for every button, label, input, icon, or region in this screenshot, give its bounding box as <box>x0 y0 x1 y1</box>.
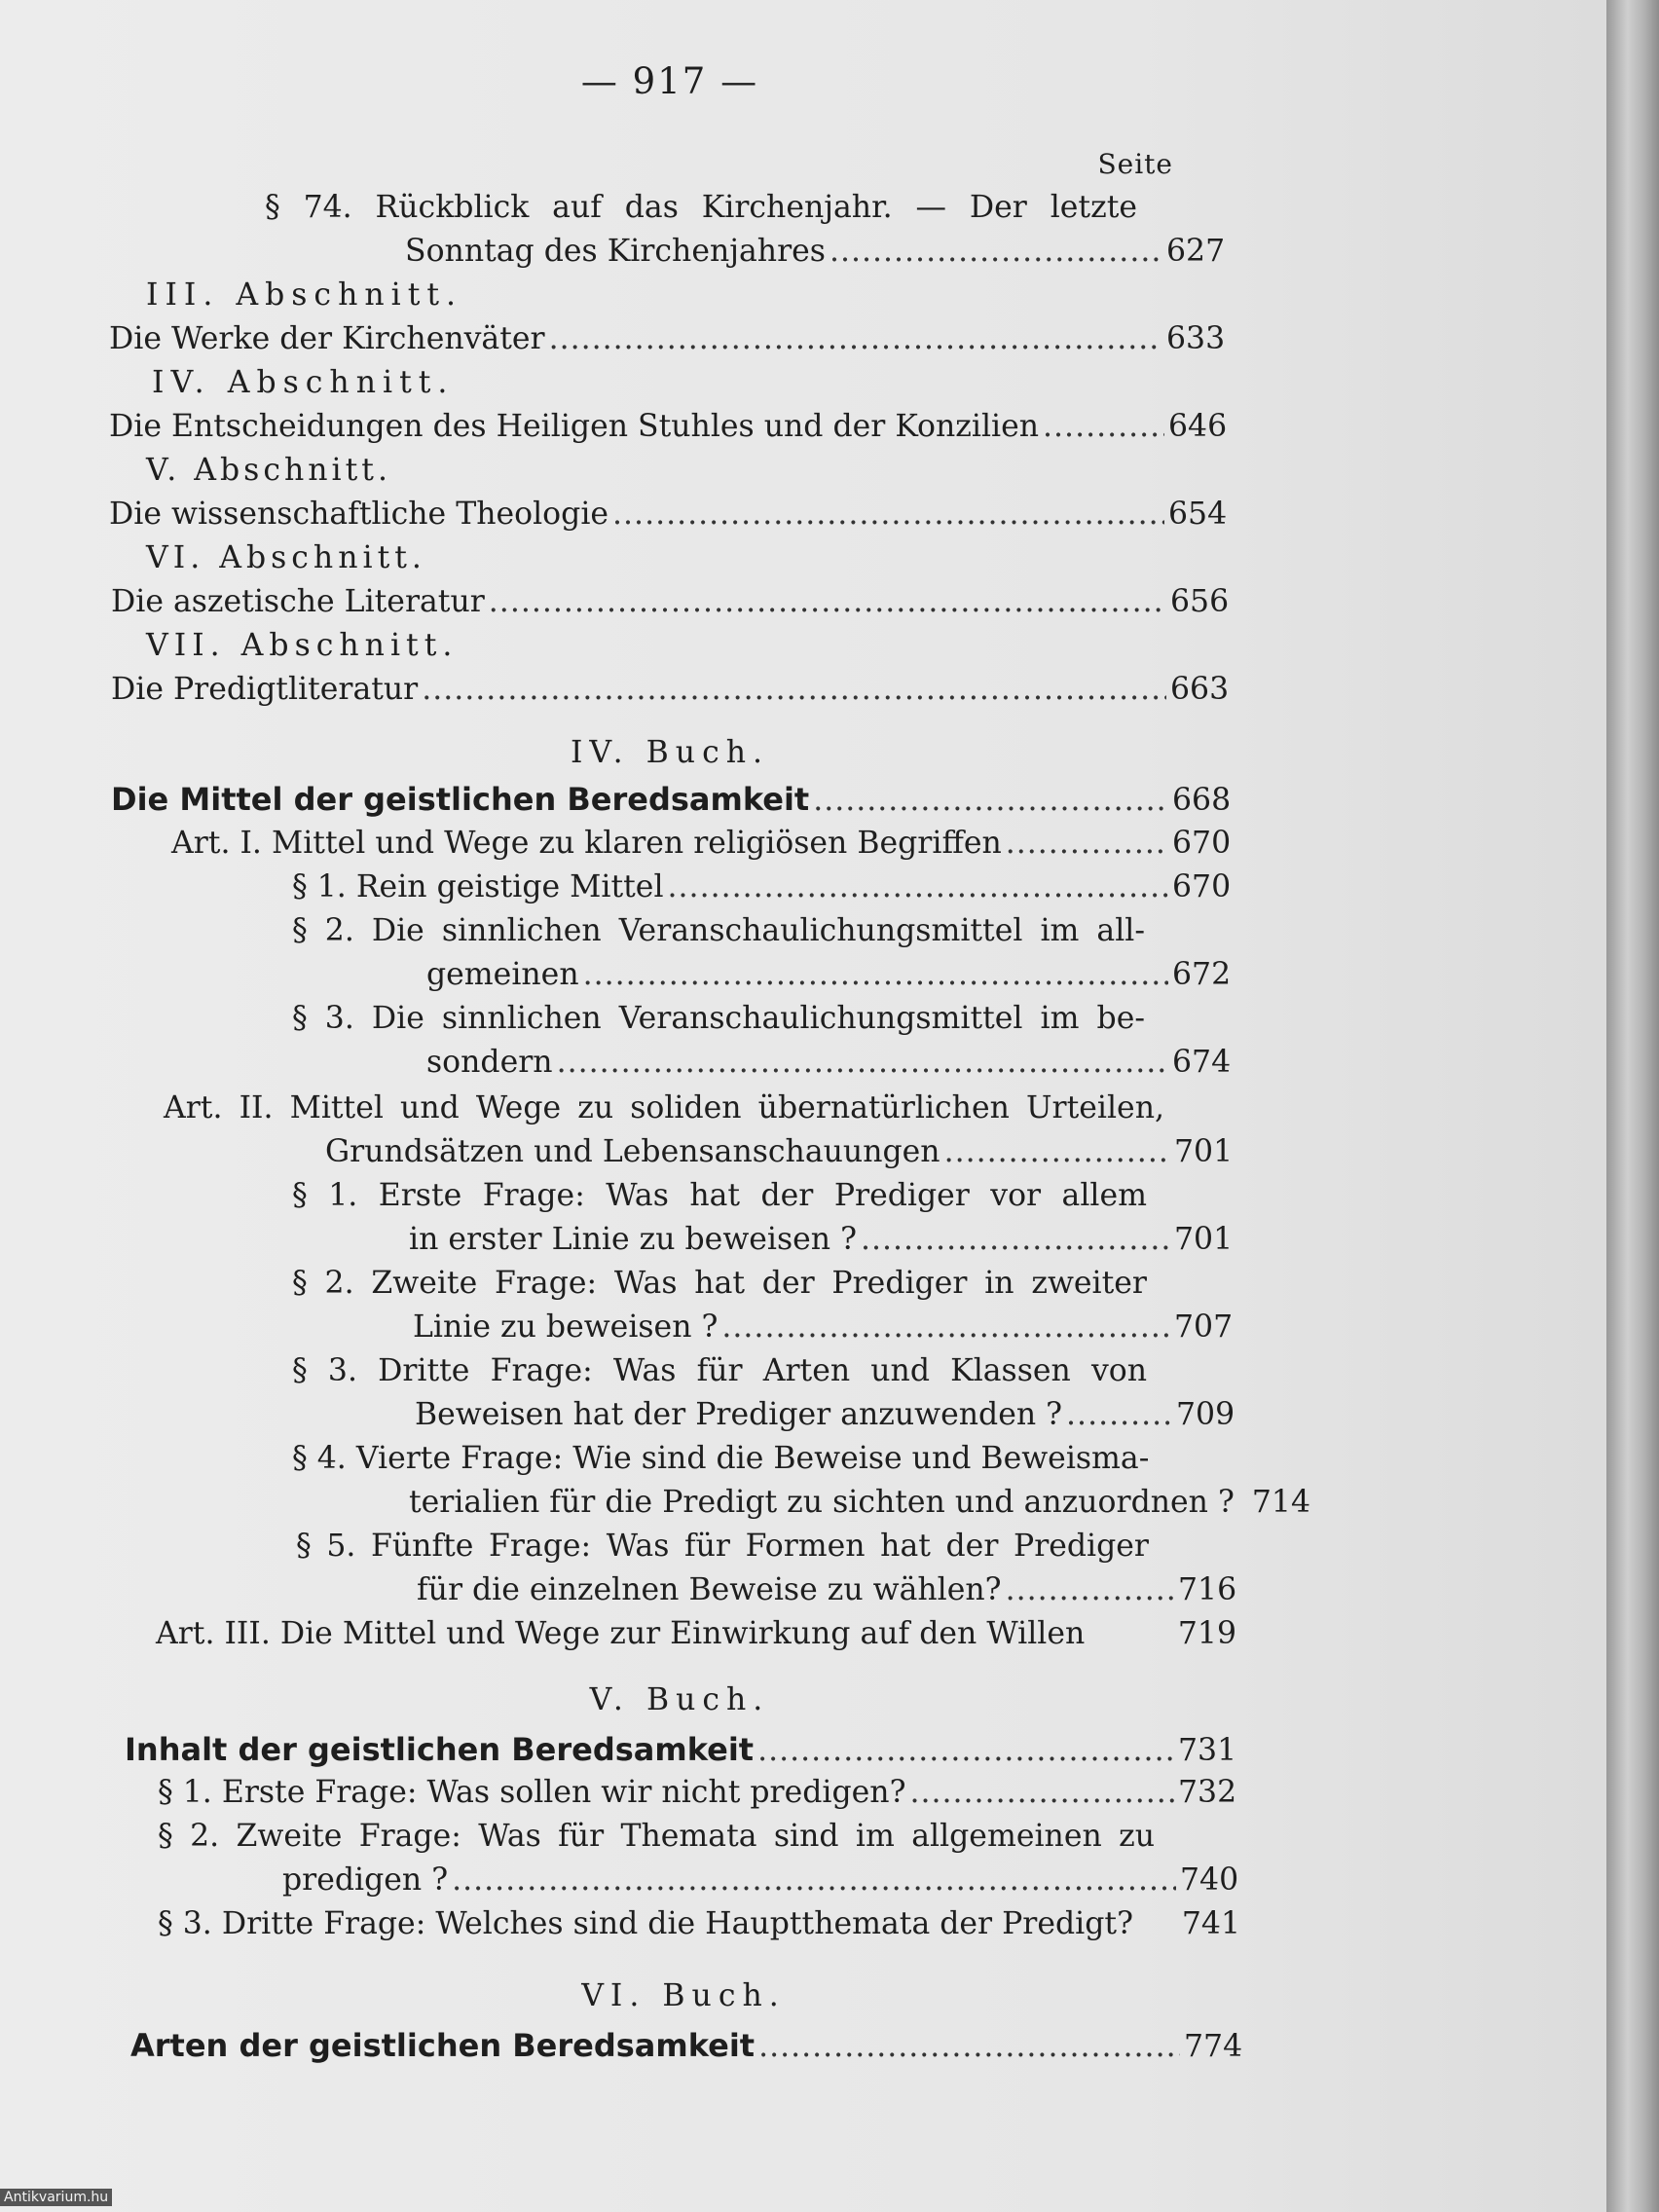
toc-page: 674 <box>1172 1045 1232 1080</box>
toc-a2s3 <box>415 1397 1235 1432</box>
toc-title: sondern <box>426 1045 553 1080</box>
toc-title: in erster Linie zu beweisen ? <box>409 1222 857 1257</box>
toc-a1s2 <box>426 957 1231 992</box>
toc-page: 716 <box>1178 1572 1237 1607</box>
toc-title: Die Entscheidungen des Heiligen Stuhles und der Konzilien <box>109 409 1040 444</box>
toc-title: § 1. Erste Frage: Was sollen wir nicht predigen? <box>158 1775 906 1810</box>
toc-art2-line1: Art. II. Mittel und Wege zu soliden übernatürlichen Urteilen, <box>164 1090 1164 1125</box>
toc-art3 <box>156 1616 1236 1651</box>
toc-page: 709 <box>1176 1397 1235 1432</box>
toc-a2s1-line1: § 1. Erste Frage: Was hat der Prediger vor allem <box>292 1178 1147 1213</box>
toc-s74 <box>405 234 1225 269</box>
toc-ab3 <box>109 321 1225 356</box>
toc-ab4 <box>109 409 1227 444</box>
toc-title: Die Werke der Kirchenväter <box>109 321 545 356</box>
toc-title: Art. I. Mittel und Wege zu klaren religiösen Begriffen <box>171 826 1002 861</box>
toc-page: 670 <box>1172 869 1232 904</box>
toc-page: 627 <box>1166 234 1226 269</box>
toc-a2s4 <box>409 1485 1310 1520</box>
abschnitt-4-label: IV. Abschnitt. <box>152 365 455 400</box>
toc-s74-line1: § 74. Rückblick auf das Kirchenjahr. — Der letzte <box>265 190 1137 225</box>
toc-page: 633 <box>1166 321 1226 356</box>
buch-5-label: V. Buch. <box>589 1682 770 1717</box>
toc-page: 672 <box>1172 957 1232 992</box>
toc-title: Inhalt der geistlichen Beredsamkeit <box>125 1731 755 1768</box>
buch-6-label: VI. Buch. <box>581 1978 786 2013</box>
toc-a2s3-line1: § 3. Dritte Frage: Was für Arten und Klassen von <box>292 1353 1147 1388</box>
toc-page: 670 <box>1172 826 1232 861</box>
toc-b5s2-line1: § 2. Zweite Frage: Was für Themata sind im allgemeinen zu <box>158 1819 1155 1854</box>
abschnitt-7-label: VII. Abschnitt. <box>146 628 459 663</box>
toc-title: terialien für die Predigt zu sichten und anzuordnen ? <box>409 1485 1235 1520</box>
toc-title: Beweisen hat der Prediger anzuwenden ? <box>415 1397 1063 1432</box>
toc-a1s3 <box>426 1045 1231 1080</box>
page-number: — 917 — <box>580 60 759 102</box>
toc-page: 774 <box>1184 2029 1243 2064</box>
toc-a1s1 <box>292 869 1231 904</box>
toc-page: 714 <box>1251 1485 1310 1520</box>
toc-title: gemeinen <box>426 957 579 992</box>
page-edge <box>1606 0 1659 2212</box>
toc-b5s1 <box>158 1775 1236 1810</box>
toc-page: 740 <box>1180 1862 1239 1898</box>
toc-title: für die einzelnen Beweise zu wählen? <box>417 1572 1002 1607</box>
toc-b5s3 <box>158 1906 1240 1941</box>
toc-title: Arten der geistlichen Beredsamkeit <box>130 2027 756 2064</box>
toc-title: Die Mittel der geistlichen Beredsamkeit <box>111 781 810 818</box>
abschnitt-3-label: III. Abschnitt. <box>146 277 463 313</box>
toc-title: Die aszetische Literatur <box>111 584 485 619</box>
toc-title: Sonntag des Kirchenjahres <box>405 234 826 269</box>
toc-title: § 3. Dritte Frage: Welches sind die Hauptthemata der Predigt? <box>158 1906 1133 1941</box>
toc-page: 701 <box>1174 1134 1234 1169</box>
toc-a2s2 <box>413 1309 1233 1345</box>
toc-a2s4-line1: § 4. Vierte Frage: Wie sind die Beweise und Beweisma- <box>292 1441 1150 1476</box>
toc-a1s2-line1: § 2. Die sinnlichen Veranschaulichungsmittel im all- <box>292 913 1145 948</box>
toc-buch6 <box>130 2027 1242 2064</box>
watermark: Antikvarium.hu <box>0 2189 112 2206</box>
toc-page: 646 <box>1168 409 1228 444</box>
toc-art1 <box>171 826 1231 861</box>
toc-a2s1 <box>409 1222 1233 1257</box>
toc-page: 719 <box>1177 1616 1236 1651</box>
toc-page: 668 <box>1172 783 1232 818</box>
toc-a2s5 <box>417 1572 1236 1607</box>
toc-title: Art. III. Die Mittel und Wege zur Einwirkung auf den Willen <box>156 1616 1086 1651</box>
toc-title: Die wissenschaftliche Theologie <box>109 497 609 532</box>
toc-page: 707 <box>1174 1309 1234 1345</box>
toc-art2 <box>325 1134 1233 1169</box>
toc-page: 663 <box>1170 672 1230 707</box>
abschnitt-6-label: VI. Abschnitt. <box>146 540 426 575</box>
abschnitt-5-label: V. Abschnitt. <box>146 453 391 488</box>
toc-page: 654 <box>1168 497 1228 532</box>
toc-title: Linie zu beweisen ? <box>413 1309 719 1345</box>
toc-a2s5-line1: § 5. Fünfte Frage: Was für Formen hat der Prediger <box>296 1529 1149 1564</box>
toc-ab5 <box>109 497 1227 532</box>
toc-page: 732 <box>1178 1775 1237 1810</box>
toc-page: 701 <box>1174 1222 1234 1257</box>
seite-label: Seite <box>1097 148 1173 180</box>
toc-title: Die Predigtliteratur <box>111 672 419 707</box>
toc-ab7 <box>111 672 1229 707</box>
toc-title: Grundsätzen und Lebensanschauungen <box>325 1134 940 1169</box>
toc-title: § 1. Rein geistige Mittel <box>292 869 664 904</box>
toc-title: predigen ? <box>282 1862 449 1898</box>
toc-buch4 <box>111 781 1231 818</box>
toc-a2s2-line1: § 2. Zweite Frage: Was hat der Prediger in zweiter <box>292 1266 1147 1301</box>
buch-4-label: IV. Buch. <box>570 735 770 770</box>
toc-a1s3-line1: § 3. Die sinnlichen Veranschaulichungsmittel im be- <box>292 1001 1145 1036</box>
toc-page: 731 <box>1178 1733 1237 1768</box>
toc-ab6 <box>111 584 1229 619</box>
toc-b5s2 <box>282 1862 1238 1898</box>
toc-buch5 <box>125 1731 1236 1768</box>
toc-page: 741 <box>1181 1906 1240 1941</box>
toc-page: 656 <box>1170 584 1230 619</box>
